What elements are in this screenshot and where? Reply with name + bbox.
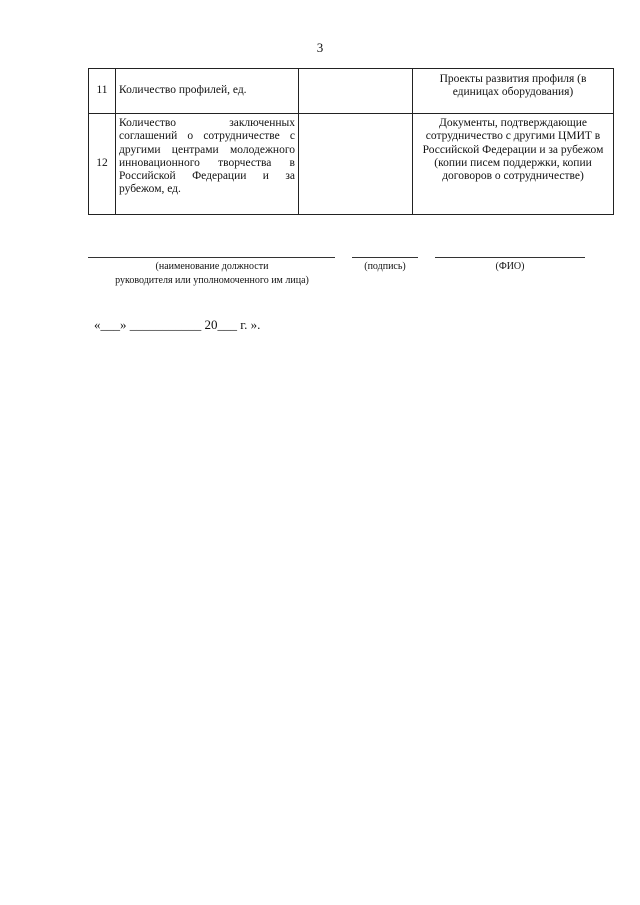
- position-signature-line: [88, 257, 335, 258]
- criteria-table: [88, 68, 614, 215]
- date-line: «___» ___________ 20___ г. ».: [94, 317, 261, 332]
- criterion-proof: Проекты развития профиля (в единицах оборудования): [413, 69, 614, 114]
- criterion-proof: Документы, подтверждающие сотрудничество с другими ЦМИТ в Российской Федерации и за рубежом (копии писем поддержки, копии договоров о сотрудничестве): [413, 114, 614, 215]
- position-caption-continued: руководителя или уполномоченного им лица): [115, 275, 309, 286]
- criterion-value: [299, 69, 413, 114]
- criterion-value: [299, 114, 413, 215]
- criterion-name: Количество заключенных соглашений о сотрудничестве с другими центрами молодежного инновационного творчества в Российской Федерации и за рубежом, ед.: [116, 114, 299, 215]
- signature-caption: (подпись): [364, 261, 406, 272]
- row-number: 12: [89, 114, 116, 215]
- criterion-name: Количество профилей, ед.: [116, 69, 299, 114]
- page-number: 3: [316, 40, 324, 55]
- row-number: 11: [89, 69, 116, 114]
- signature-line: [352, 257, 418, 258]
- name-caption: (ФИО): [495, 261, 525, 272]
- name-signature-line: [435, 257, 585, 258]
- table-row: [89, 69, 614, 114]
- position-caption: (наименование должности: [155, 261, 269, 272]
- table-row: [89, 114, 614, 215]
